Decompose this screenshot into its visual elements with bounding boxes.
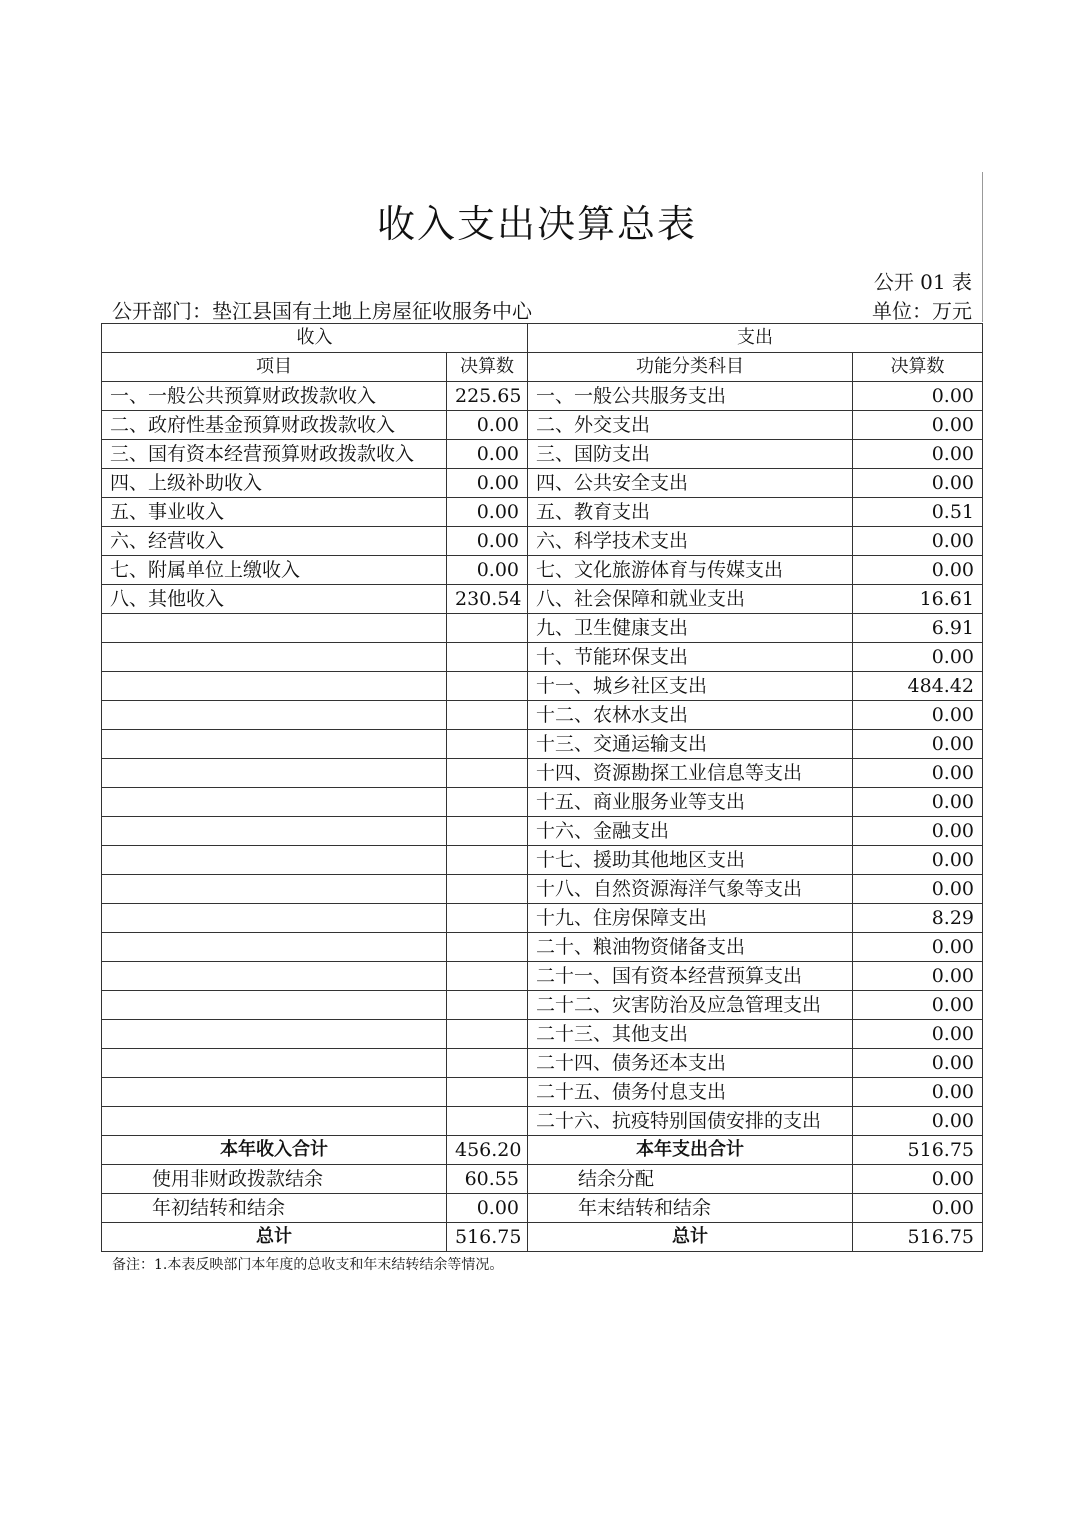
expense-amount-cell: 0.00 <box>853 527 983 556</box>
expense-amount-cell: 0.51 <box>853 498 983 527</box>
table-row <box>102 1020 983 1049</box>
expense-item-cell: 二十一、国有资本经营预算支出 <box>528 962 853 991</box>
table-row <box>102 759 983 788</box>
unit-label: 单位：万元 <box>872 299 972 323</box>
table-row <box>102 498 983 527</box>
expense-item-cell: 三、国防支出 <box>528 440 853 469</box>
income-section-header: 收入 <box>102 324 528 353</box>
expense-item-cell: 九、卫生健康支出 <box>528 614 853 643</box>
year-total-row <box>102 1136 983 1165</box>
table-row <box>102 730 983 759</box>
income-item-cell: 二、政府性基金预算财政拨款收入 <box>102 411 447 440</box>
income-amount-cell <box>447 701 528 730</box>
income-item-cell <box>102 701 447 730</box>
year-income-total-value: 456.20 <box>447 1136 528 1165</box>
income-item-cell <box>102 759 447 788</box>
income-amount-cell: 230.54 <box>447 585 528 614</box>
income-amount-cell <box>447 1078 528 1107</box>
expense-amount-cell: 16.61 <box>853 585 983 614</box>
income-item-cell <box>102 846 447 875</box>
income-amount-cell <box>447 817 528 846</box>
income-item-cell <box>102 1020 447 1049</box>
year-expense-total-label: 本年支出合计 <box>528 1136 853 1165</box>
expense-amount-cell: 6.91 <box>853 614 983 643</box>
expense-item-cell: 二十五、债务付息支出 <box>528 1078 853 1107</box>
income-amount-cell <box>447 1107 528 1136</box>
expense-amount-cell: 0.00 <box>853 846 983 875</box>
income-amount-cell: 0.00 <box>447 440 528 469</box>
table-column-header-row <box>102 353 983 382</box>
expense-item-cell: 十八、自然资源海洋气象等支出 <box>528 875 853 904</box>
expense-item-cell: 二十四、债务还本支出 <box>528 1049 853 1078</box>
department-label: 公开部门：垫江县国有土地上房屋征收服务中心 <box>112 299 532 323</box>
grand-income-value: 516.75 <box>447 1223 528 1252</box>
income-item-cell: 八、其他收入 <box>102 585 447 614</box>
expense-amount-cell: 0.00 <box>853 933 983 962</box>
income-item-header: 项目 <box>102 353 447 382</box>
table-row <box>102 469 983 498</box>
expense-amount-cell: 0.00 <box>853 1020 983 1049</box>
table-row <box>102 1049 983 1078</box>
income-amount-cell <box>447 614 528 643</box>
income-item-cell: 四、上级补助收入 <box>102 469 447 498</box>
table-row <box>102 991 983 1020</box>
table-row <box>102 817 983 846</box>
expense-item-cell: 十七、援助其他地区支出 <box>528 846 853 875</box>
form-code: 公开 01 表 <box>873 270 972 294</box>
expense-item-cell: 十四、资源勘探工业信息等支出 <box>528 759 853 788</box>
expense-amount-cell: 0.00 <box>853 701 983 730</box>
expense-amount-cell: 0.00 <box>853 817 983 846</box>
expense-amount-cell: 0.00 <box>853 875 983 904</box>
begin-carryover-label: 年初结转和结余 <box>102 1194 447 1223</box>
income-amount-header: 决算数 <box>447 353 528 382</box>
income-item-cell: 三、国有资本经营预算财政拨款收入 <box>102 440 447 469</box>
income-amount-cell: 0.00 <box>447 411 528 440</box>
income-amount-cell <box>447 904 528 933</box>
table-row <box>102 527 983 556</box>
expense-item-cell: 六、科学技术支出 <box>528 527 853 556</box>
expense-item-cell: 四、公共安全支出 <box>528 469 853 498</box>
income-item-cell <box>102 643 447 672</box>
year-income-total-label: 本年收入合计 <box>102 1136 447 1165</box>
income-item-cell <box>102 614 447 643</box>
income-amount-cell <box>447 1049 528 1078</box>
table-row <box>102 875 983 904</box>
grand-total-row <box>102 1223 983 1252</box>
grand-expense-label: 总计 <box>528 1223 853 1252</box>
table-row <box>102 1078 983 1107</box>
end-carryover-value: 0.00 <box>853 1194 983 1223</box>
grand-expense-value: 516.75 <box>853 1223 983 1252</box>
table-row <box>102 701 983 730</box>
page-title: 收入支出决算总表 <box>376 202 697 246</box>
income-item-cell <box>102 933 447 962</box>
expense-item-cell: 十五、商业服务业等支出 <box>528 788 853 817</box>
income-amount-cell: 225.65 <box>447 382 528 411</box>
expense-item-cell: 十三、交通运输支出 <box>528 730 853 759</box>
expense-category-header: 功能分类科目 <box>528 353 853 382</box>
income-item-cell: 五、事业收入 <box>102 498 447 527</box>
income-amount-cell <box>447 759 528 788</box>
table-row <box>102 556 983 585</box>
income-item-cell <box>102 875 447 904</box>
expense-amount-cell: 0.00 <box>853 991 983 1020</box>
income-amount-cell: 0.00 <box>447 556 528 585</box>
table-row <box>102 382 983 411</box>
table-row <box>102 585 983 614</box>
carryover-row <box>102 1194 983 1223</box>
expense-item-cell: 八、社会保障和就业支出 <box>528 585 853 614</box>
expense-item-cell: 七、文化旅游体育与传媒支出 <box>528 556 853 585</box>
income-item-cell <box>102 1078 447 1107</box>
nonfiscal-value: 60.55 <box>447 1165 528 1194</box>
expense-amount-cell: 0.00 <box>853 730 983 759</box>
income-item-cell <box>102 788 447 817</box>
income-item-cell <box>102 817 447 846</box>
income-item-cell: 六、经营收入 <box>102 527 447 556</box>
table-section-header-row <box>102 324 983 353</box>
year-expense-total-value: 516.75 <box>853 1136 983 1165</box>
income-amount-cell <box>447 730 528 759</box>
end-carryover-label: 年末结转和结余 <box>528 1194 853 1223</box>
expense-item-cell: 十二、农林水支出 <box>528 701 853 730</box>
expense-amount-cell: 8.29 <box>853 904 983 933</box>
income-item-cell: 七、附属单位上缴收入 <box>102 556 447 585</box>
income-amount-cell <box>447 875 528 904</box>
table-row <box>102 904 983 933</box>
expense-amount-cell: 0.00 <box>853 440 983 469</box>
table-row <box>102 440 983 469</box>
footnote: 备注：1.本表反映部门本年度的总收支和年末结转结余等情况。 <box>112 1257 504 1273</box>
income-item-cell <box>102 672 447 701</box>
table-row <box>102 614 983 643</box>
allocation-label: 结余分配 <box>528 1165 853 1194</box>
expense-item-cell: 二、外交支出 <box>528 411 853 440</box>
income-expense-table <box>101 323 983 1252</box>
table-row <box>102 962 983 991</box>
expense-item-cell: 五、教育支出 <box>528 498 853 527</box>
income-amount-cell: 0.00 <box>447 469 528 498</box>
income-item-cell <box>102 1049 447 1078</box>
table-row <box>102 788 983 817</box>
expense-amount-cell: 0.00 <box>853 1049 983 1078</box>
income-amount-cell <box>447 788 528 817</box>
income-amount-cell: 0.00 <box>447 527 528 556</box>
table-row <box>102 933 983 962</box>
expense-item-cell: 二十三、其他支出 <box>528 1020 853 1049</box>
expense-item-cell: 十六、金融支出 <box>528 817 853 846</box>
grand-income-label: 总计 <box>102 1223 447 1252</box>
income-item-cell <box>102 730 447 759</box>
expense-item-cell: 十九、住房保障支出 <box>528 904 853 933</box>
expense-amount-cell: 0.00 <box>853 788 983 817</box>
table-body <box>102 382 983 1136</box>
expense-amount-cell: 0.00 <box>853 759 983 788</box>
income-item-cell: 一、一般公共预算财政拨款收入 <box>102 382 447 411</box>
expense-item-cell: 二十、粮油物资储备支出 <box>528 933 853 962</box>
expense-amount-cell: 0.00 <box>853 643 983 672</box>
expense-amount-cell: 0.00 <box>853 469 983 498</box>
expense-amount-cell: 0.00 <box>853 1078 983 1107</box>
income-amount-cell <box>447 1020 528 1049</box>
table-row <box>102 1107 983 1136</box>
allocation-value: 0.00 <box>853 1165 983 1194</box>
expense-item-cell: 十、节能环保支出 <box>528 643 853 672</box>
table-row <box>102 846 983 875</box>
expense-item-cell: 二十六、抗疫特别国债安排的支出 <box>528 1107 853 1136</box>
expense-amount-cell: 0.00 <box>853 411 983 440</box>
income-item-cell <box>102 904 447 933</box>
nonfiscal-row <box>102 1165 983 1194</box>
income-item-cell <box>102 991 447 1020</box>
expense-section-header: 支出 <box>528 324 983 353</box>
income-amount-cell <box>447 991 528 1020</box>
expense-item-cell: 十一、城乡社区支出 <box>528 672 853 701</box>
expense-amount-cell: 0.00 <box>853 382 983 411</box>
expense-amount-cell: 484.42 <box>853 672 983 701</box>
income-amount-cell <box>447 933 528 962</box>
expense-amount-cell: 0.00 <box>853 556 983 585</box>
nonfiscal-label: 使用非财政拨款结余 <box>102 1165 447 1194</box>
table-row <box>102 672 983 701</box>
expense-amount-cell: 0.00 <box>853 962 983 991</box>
begin-carryover-value: 0.00 <box>447 1194 528 1223</box>
table-row <box>102 643 983 672</box>
income-amount-cell <box>447 672 528 701</box>
expense-item-cell: 二十二、灾害防治及应急管理支出 <box>528 991 853 1020</box>
income-amount-cell: 0.00 <box>447 498 528 527</box>
expense-amount-cell: 0.00 <box>853 1107 983 1136</box>
expense-item-cell: 一、一般公共服务支出 <box>528 382 853 411</box>
income-item-cell <box>102 962 447 991</box>
expense-amount-header: 决算数 <box>853 353 983 382</box>
income-amount-cell <box>447 846 528 875</box>
table-row <box>102 411 983 440</box>
income-item-cell <box>102 1107 447 1136</box>
income-amount-cell <box>447 643 528 672</box>
income-amount-cell <box>447 962 528 991</box>
